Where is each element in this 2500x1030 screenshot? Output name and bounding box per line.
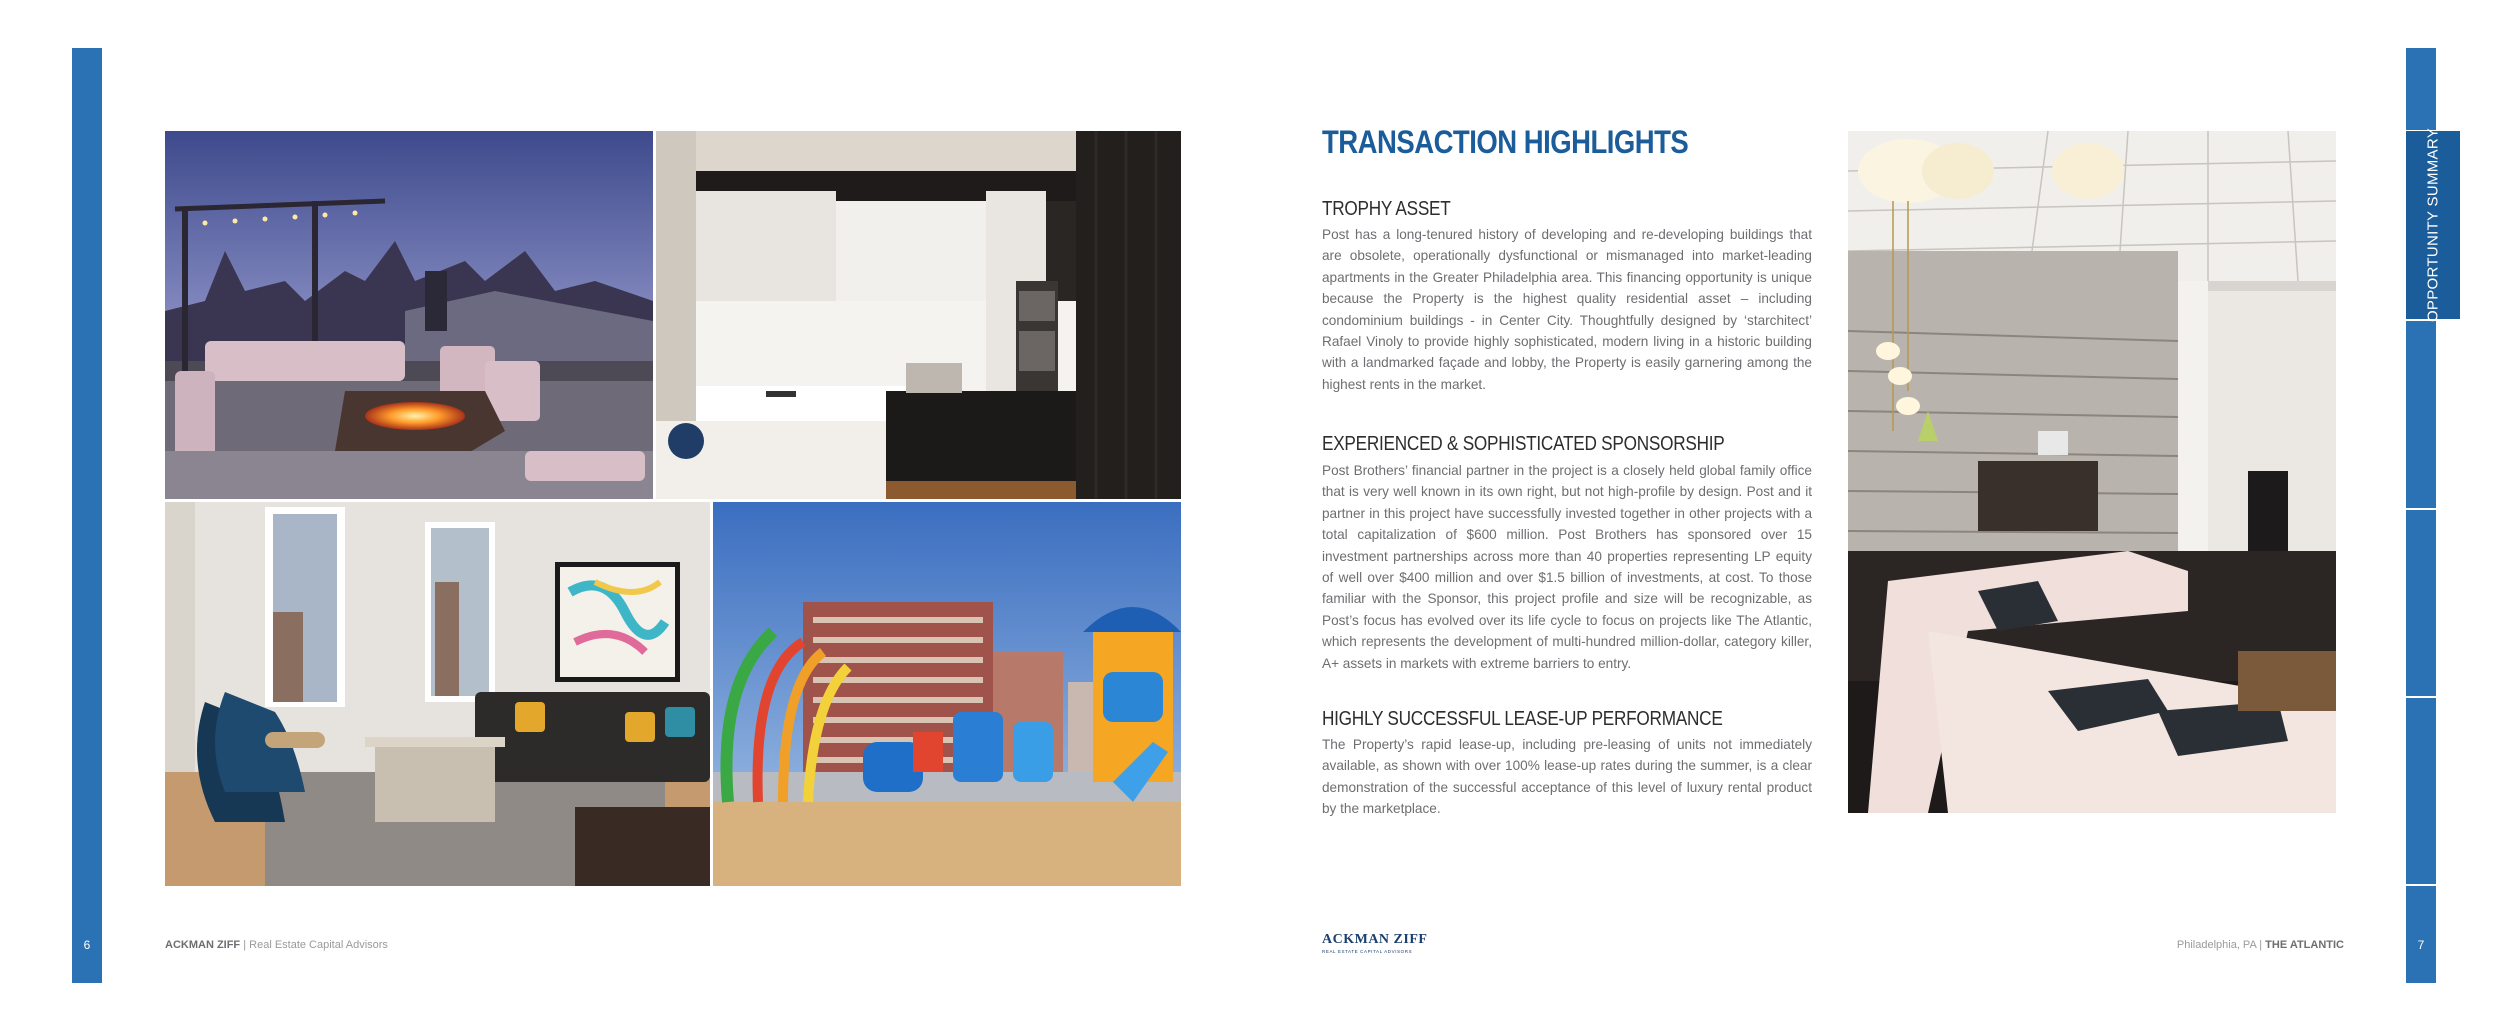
photo-rooftop-lounge [165,131,653,499]
page-title: TRANSACTION HIGHLIGHTS [1322,124,1689,160]
logo-wordmark: ACKMAN ZIFF [1322,932,1428,947]
tab-opportunity-summary[interactable] [2406,127,2460,323]
footer-brand: ACKMAN ZIFF [165,939,241,951]
ackman-ziff-logo [1322,932,1427,954]
footer-right [2177,939,2344,951]
footer-separator-left: | [240,939,250,951]
footer-tagline: Real Estate Capital Advisors [249,939,388,951]
tab-label: OPPORTUNITY SUMMARY [2424,127,2442,323]
logo-subtitle: REAL ESTATE CAPITAL ADVISORS [1322,949,1413,954]
section-body-lease-up: The Property’s rapid lease-up, including pre-leasing of units not immediately available, as shown with over 100% lease-up rates during the summer, is a clear demonstration of the successful acceptance of this level of luxury rental product by the marketplace. [1322,737,1812,817]
page-number-right: 7 [2417,938,2425,952]
footer-location: Philadelphia, PA [2176,939,2257,951]
section-body-sponsorship: Post Brothers’ financial partner in the project is a closely held global family office that is very well known in its own right, but not high-profile by design. Post and it partner in this project have successfully invested together in other projects with a total capitalization of $600 million. Post Brothers has sponsored over 15 investment partnerships across more than 40 properties representing LP equity of well over $400 million and over $1.5 billion of investments, at cost. To those familiar with the Sponsor, this project profile and size will be recognizable, as Post’s focus has evolved over its life cycle to focus on projects like The Atlantic, which represents the development of multi-hundred million-dollar, category killer, A+ assets in markets with extreme barriers to entry. [1322,463,1812,671]
footer-separator-right: | [2256,939,2266,951]
section-heading-lease-up: HIGHLY SUCCESSFUL LEASE-UP PERFORMANCE [1322,708,1723,730]
photo-rooftop-playground [713,502,1181,886]
left-edge-bar [72,48,102,983]
footer-left [165,939,388,951]
photo-lobby-lounge [1848,131,2336,813]
photo-living-room [165,502,710,886]
section-body-trophy-asset: Post has a long-tenured history of developing and re-developing buildings that are obsolete, operationally dysfunctional or mismanaged into market-leading apartments in the Greater Philadelphia area. This financing opportunity is unique because the Property is the highest quality residential asset – including condominium buildings - in Center City. Thoughtfully designed by ‘starchitect’ Rafael Vinoly to provide highly sophisticated, modern living in a historic building with a landmarked façade and lobby, the Property is easily garnering among the highest rents in the market. [1322,227,1812,392]
page-number-left: 6 [83,938,91,952]
section-heading-trophy-asset: TROPHY ASSET [1322,198,1451,220]
photo-kitchen [656,131,1181,499]
footer-property-name: THE ATLANTIC [2265,939,2344,951]
section-heading-sponsorship: EXPERIENCED & SOPHISTICATED SPONSORSHIP [1322,433,1725,455]
